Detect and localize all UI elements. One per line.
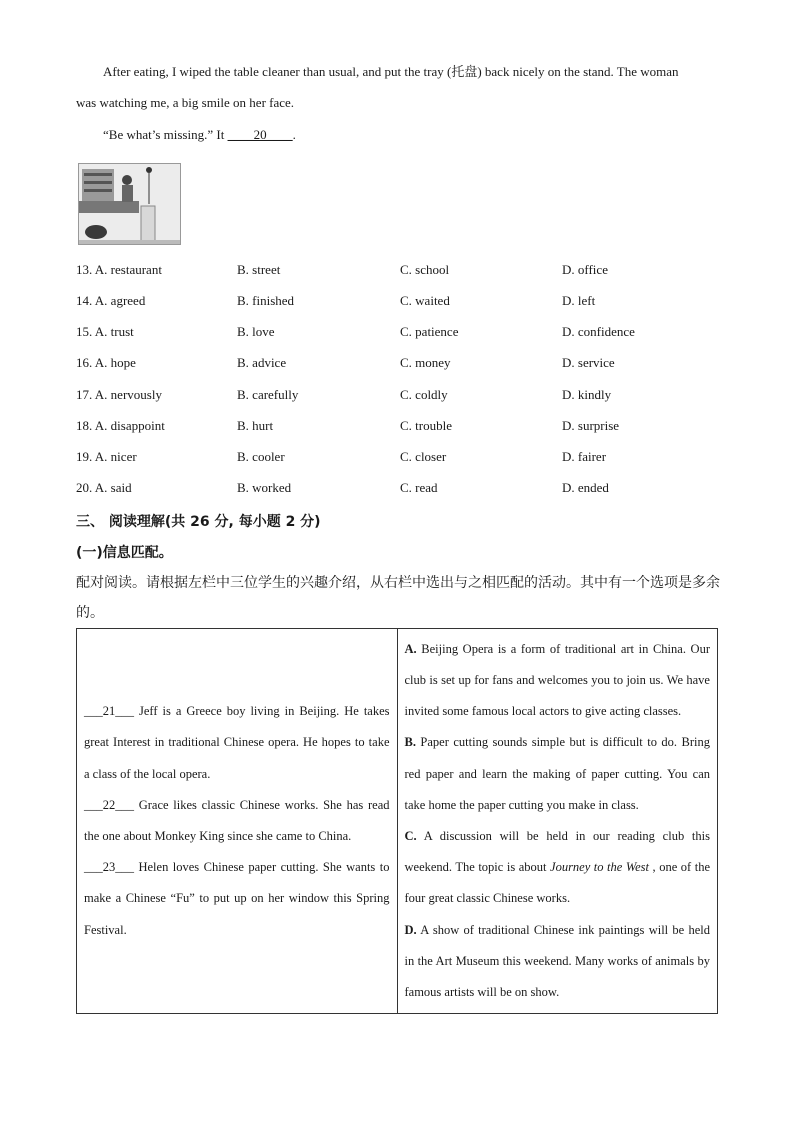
- book-title: Journey to the West: [550, 860, 650, 875]
- blank-22: ___22___: [84, 797, 134, 812]
- option-d: D. left: [562, 293, 596, 308]
- option-row: [76, 324, 736, 344]
- matching-table: [76, 628, 718, 1014]
- blank-21: ___21___: [84, 704, 134, 719]
- activity-d-letter: D.: [404, 922, 417, 937]
- passage-line-3: [76, 119, 720, 150]
- option-b: B. love: [237, 324, 275, 339]
- quote-text: “Be what’s missing.” It: [103, 127, 228, 142]
- option-b: B. advice: [237, 355, 287, 370]
- option-a: 18. A. disappoint: [76, 418, 165, 433]
- blank-23: ___23___: [84, 860, 134, 875]
- option-b: B. finished: [237, 293, 295, 308]
- activity-d: [405, 915, 711, 1009]
- option-row: [76, 262, 736, 282]
- student-jeff: [84, 696, 390, 790]
- passage-line-2: was watching me, a big smile on her face.: [76, 95, 295, 110]
- option-d: D. kindly: [562, 387, 612, 402]
- student-helen-text: Helen loves Chinese paper cutting. She wants to make a Chinese “Fu” to put up on her window this Spring Festival.: [84, 860, 390, 937]
- option-c: C. coldly: [400, 387, 448, 402]
- activity-a: [405, 634, 711, 728]
- option-a: 19. A. nicer: [76, 449, 137, 464]
- illustration-image: [78, 163, 181, 245]
- option-a: 14. A. agreed: [76, 293, 146, 308]
- option-c: C. school: [400, 262, 450, 277]
- activity-c-text-end: , one of the four great classic Chinese works.: [404, 860, 710, 906]
- section-heading: 三、 阅读理解(共 26 分, 每小题 2 分): [76, 514, 321, 530]
- option-d: D. surprise: [562, 418, 620, 433]
- student-jeff-text: Jeff is a Greece boy living in Beijing. He takes great Interest in traditional Chinese opera. He hopes to take a class of the local opera.: [84, 704, 390, 781]
- activity-c: [405, 821, 711, 915]
- student-helen: [84, 852, 390, 946]
- option-d: D. office: [562, 262, 608, 277]
- option-c: C. closer: [400, 449, 447, 464]
- activity-a-text: Beijing Opera is a form of traditional art in China. Our club is set up for fans and welcomes you to join us. We have invited some famous local actors to give acting classes.: [404, 641, 710, 719]
- option-c: C. patience: [400, 324, 459, 339]
- option-row: [76, 293, 736, 313]
- activity-b-text: Paper cutting sounds simple but is difficult to do. Bring red paper and learn the making of paper cutting. You can take home the paper cutting you make in class.: [404, 735, 710, 812]
- passage-line-1: After eating, I wiped the table cleaner than usual, and put the tray (托盘) back nicely on the stand. The woman: [103, 64, 679, 79]
- instruction-line-2: 的。: [76, 605, 104, 621]
- option-row: [76, 449, 736, 469]
- option-c: C. money: [400, 355, 451, 370]
- activity-a-letter: A.: [404, 641, 417, 656]
- activity-b: [405, 727, 711, 821]
- instruction-line-1: 配对阅读。请根据左栏中三位学生的兴趣介绍，从右栏中选出与之相匹配的活动。其中有一个选项是多余: [76, 575, 720, 591]
- option-b: B. worked: [237, 480, 292, 495]
- activity-b-letter: B.: [404, 735, 416, 750]
- option-d: D. fairer: [562, 449, 607, 464]
- period: .: [292, 127, 296, 142]
- option-b: B. cooler: [237, 449, 285, 464]
- option-a: 20. A. said: [76, 480, 132, 495]
- option-row: [76, 355, 736, 375]
- right-column-cell: [397, 629, 718, 1014]
- option-d: D. confidence: [562, 324, 635, 339]
- option-b: B. street: [237, 262, 281, 277]
- option-row: [76, 480, 736, 500]
- option-b: B. carefully: [237, 387, 299, 402]
- option-d: D. service: [562, 355, 615, 370]
- student-grace: [84, 790, 390, 852]
- option-c: C. trouble: [400, 418, 452, 433]
- student-grace-text: Grace likes classic Chinese works. She has read the one about Monkey King since she came to China.: [84, 797, 390, 843]
- option-a: 16. A. hope: [76, 355, 136, 370]
- option-a: 17. A. nervously: [76, 387, 162, 402]
- option-a: 15. A. trust: [76, 324, 134, 339]
- option-row: [76, 418, 736, 438]
- activity-d-text: A show of traditional Chinese ink paintings will be held in the Art Museum this weekend. Many works of animals by famous artists will be on show.: [404, 922, 710, 1000]
- restaurant-scene-illustration: [79, 164, 180, 244]
- option-c: C. waited: [400, 293, 450, 308]
- left-column-cell: [77, 629, 398, 1014]
- blank-20: ____20____: [227, 127, 293, 142]
- option-b: B. hurt: [237, 418, 274, 433]
- option-d: D. ended: [562, 480, 609, 495]
- activity-c-text: A discussion will be held in our reading club this weekend. The topic is about: [404, 829, 710, 875]
- activity-c-letter: C.: [404, 829, 417, 843]
- option-row: [76, 387, 736, 407]
- subsection-heading: (一)信息匹配。: [76, 545, 173, 561]
- option-c: C. read: [400, 480, 438, 495]
- option-a: 13. A. restaurant: [76, 262, 162, 277]
